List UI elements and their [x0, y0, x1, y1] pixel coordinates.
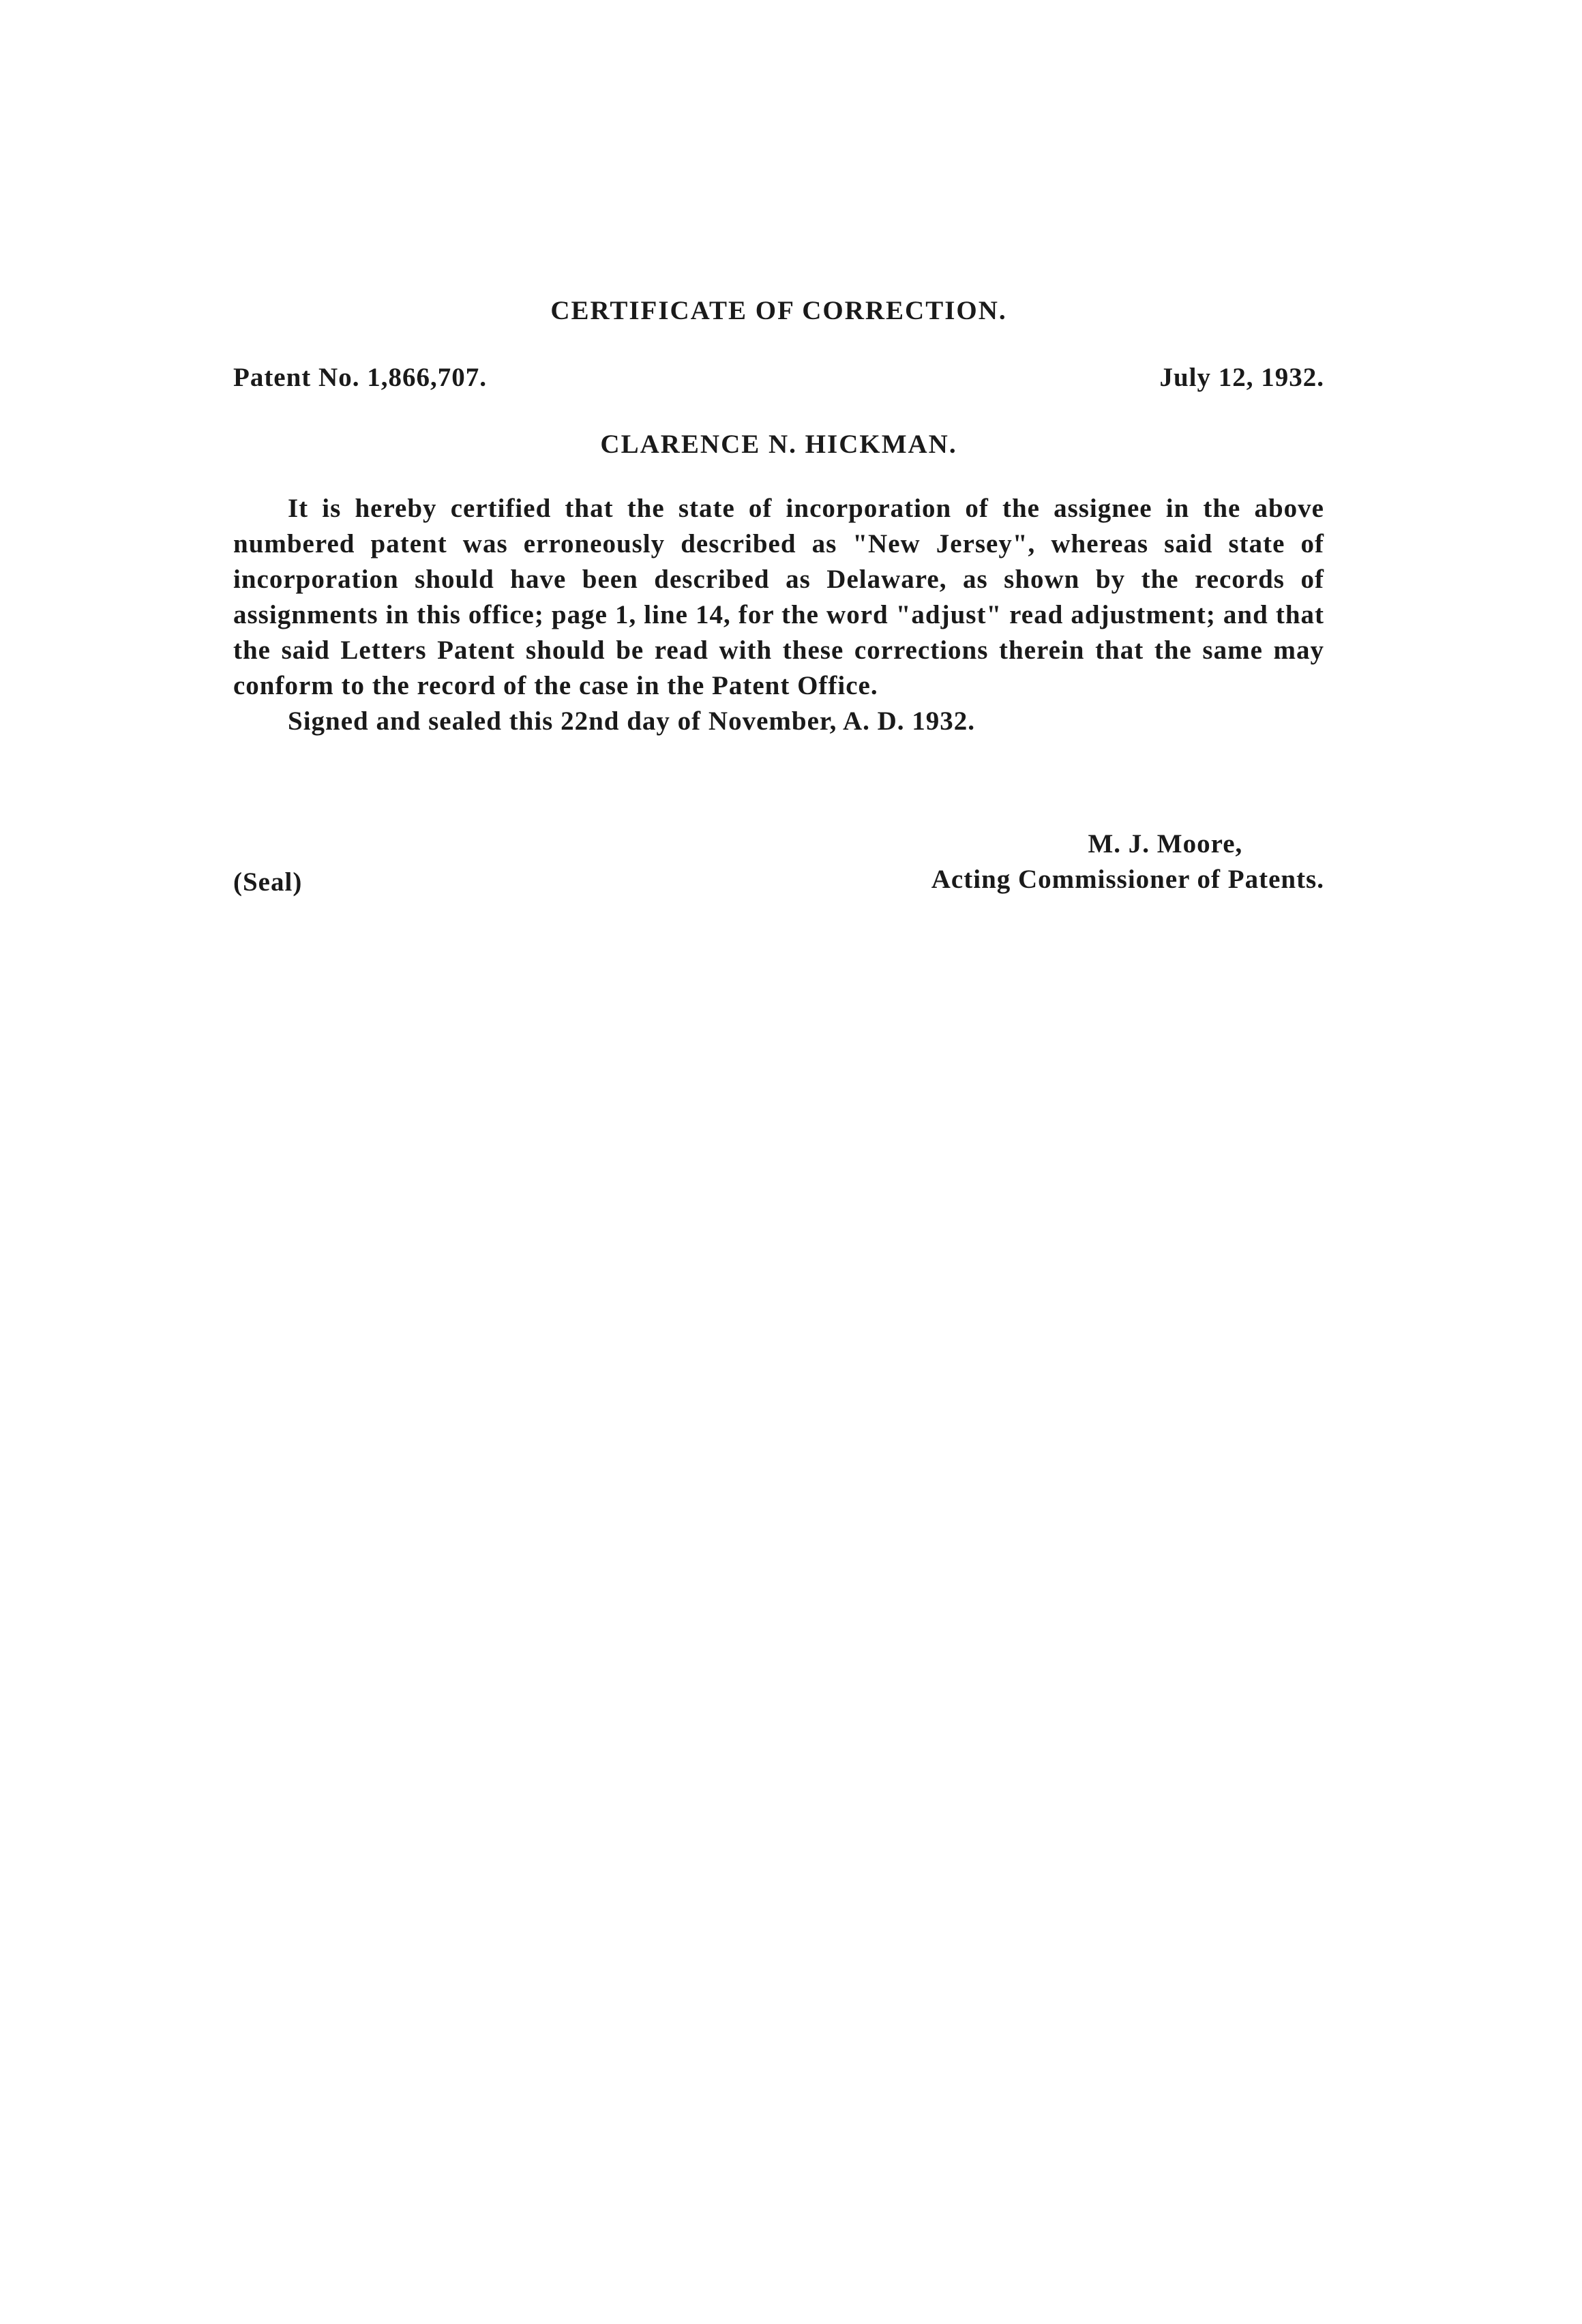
signer — [931, 826, 1324, 897]
patent-date: July 12, 1932. — [1159, 363, 1324, 392]
patent-number: Patent No. 1,866,707. — [233, 363, 487, 392]
certificate-title: CERTIFICATE OF CORRECTION. — [550, 296, 1007, 325]
correction-paragraph: It is hereby certified that the state of incorporation of the assignee in the above numbered patent was erroneously described as "New Jersey", whereas said state of incorporation should have been described as Delaware, as shown by the records of assignments in this office; page 1, line 14, for the word "adjust" read adjustment; and that the said Letters Patent should be read with these corrections therein that the same may conform to the record of the case in the Patent Office. — [233, 494, 1324, 700]
certificate-body — [233, 293, 1324, 739]
seal-label: (Seal) — [233, 867, 303, 897]
signer-title: Acting Commissioner of Patents. — [931, 865, 1324, 894]
signer-name: M. J. Moore, — [1088, 829, 1243, 859]
signed-line: Signed and sealed this 22nd day of November, A. D. 1932. — [288, 706, 976, 736]
certificate-text — [233, 491, 1324, 739]
signature-block — [233, 826, 1324, 902]
inventor-name: CLARENCE N. HICKMAN. — [600, 430, 957, 459]
patent-meta-row — [233, 360, 1324, 396]
